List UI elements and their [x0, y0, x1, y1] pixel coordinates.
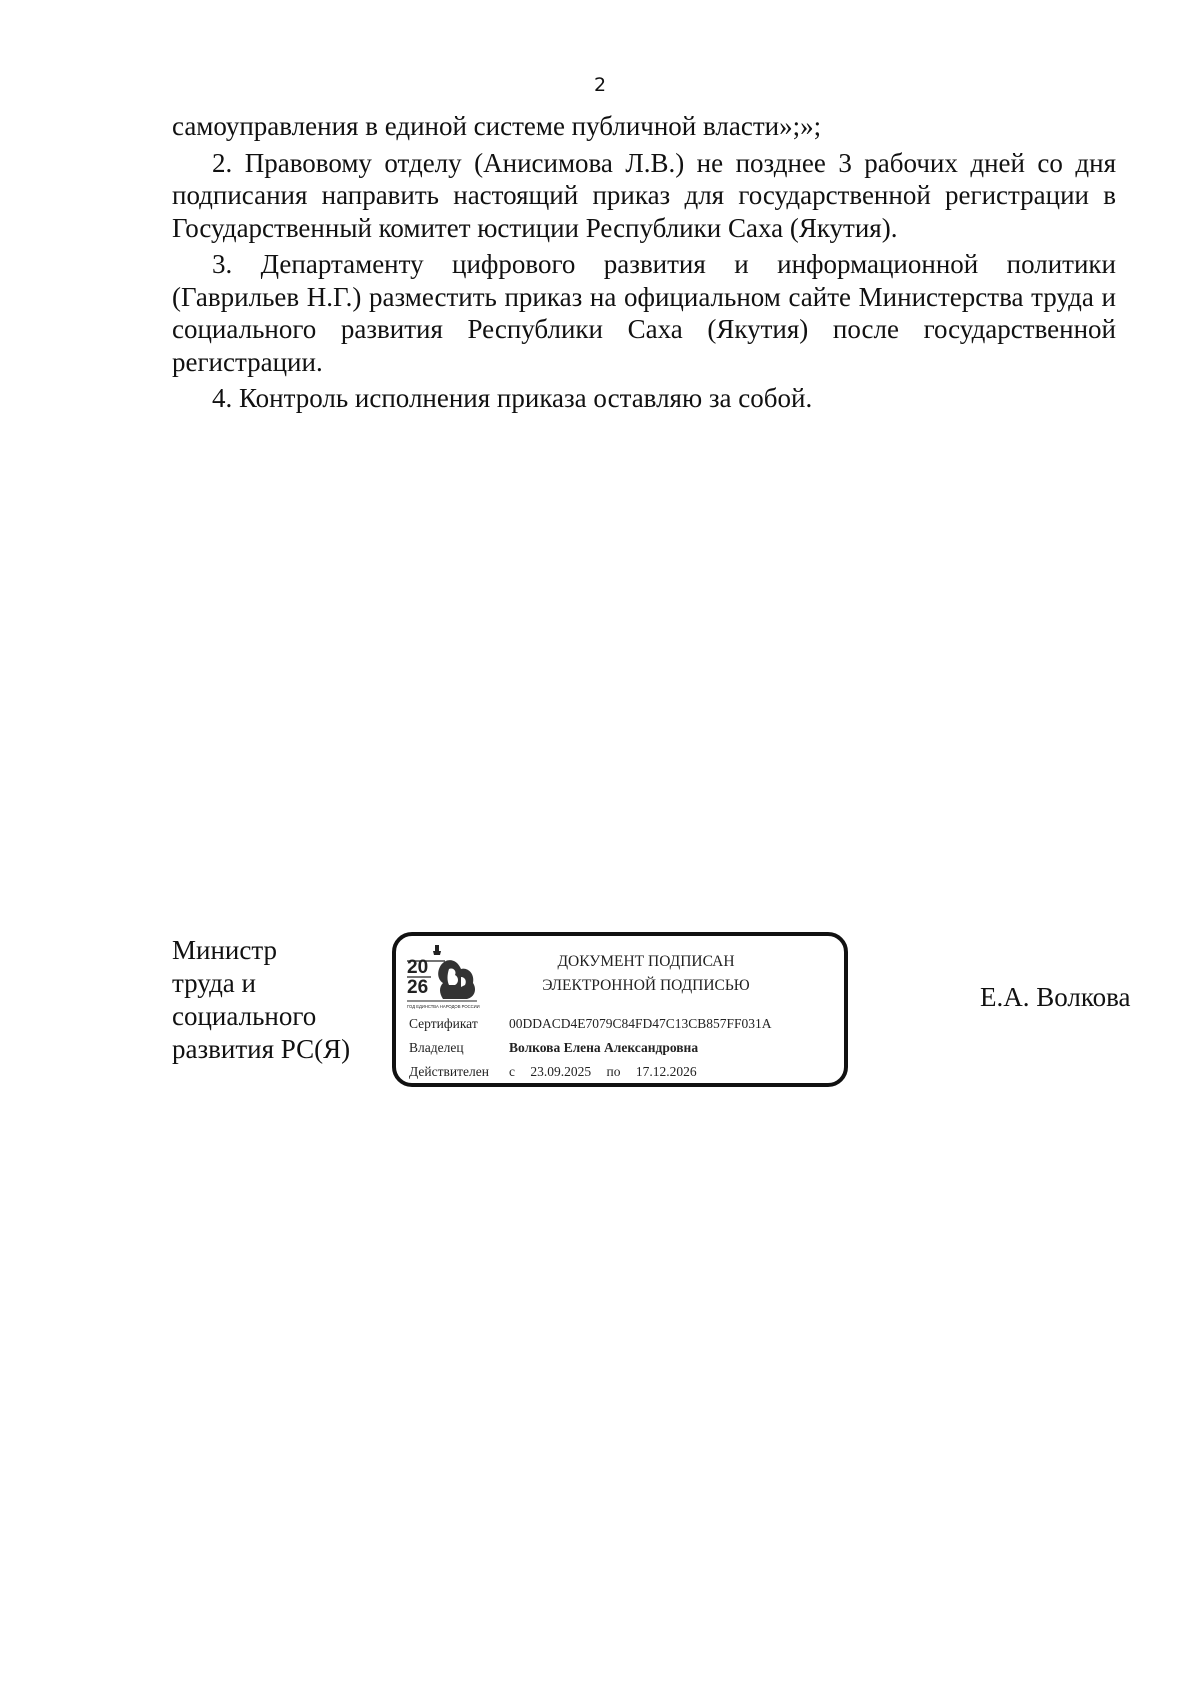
page-number: 2	[593, 74, 607, 96]
paragraph-continuation: самоуправления в единой системе публичной власти»;»;	[172, 111, 822, 141]
stamp-header-line: ДОКУМЕНТ ПОДПИСАН	[557, 953, 735, 970]
document-body	[172, 110, 1116, 419]
owner-value: Волкова Елена Александровна	[509, 1040, 699, 1055]
svg-text:ГОД ЕДИНСТВА НАРОДОВ РОССИИ: ГОД ЕДИНСТВА НАРОДОВ РОССИИ	[407, 1004, 480, 1009]
year-of-unity-logo-icon	[405, 943, 483, 1015]
stamp-owner-row	[409, 1040, 698, 1056]
certificate-label: Сертификат	[409, 1016, 478, 1031]
stamp-validity-row	[409, 1064, 697, 1080]
paragraph-control: 4. Контроль исполнения приказа оставляю за собой.	[212, 383, 813, 413]
validity-label: Действителен	[409, 1064, 489, 1079]
valid-from-date: 23.09.2025	[530, 1064, 592, 1079]
signer-title-line: труда и	[172, 968, 256, 998]
paragraph-legal-department: 2. Правовому отделу (Анисимова Л.В.) не позднее 3 рабочих дней со дня подписания направить настоящий приказ для государственной регистрации в Государственный комитет юстиции Республики Саха (Якутия).	[172, 147, 1116, 243]
stamp-header	[496, 950, 796, 998]
svg-text:20: 20	[407, 957, 429, 978]
valid-from-prefix: с	[509, 1064, 515, 1079]
signer-title-line: развития РС(Я)	[172, 1034, 351, 1064]
stamp-certificate-row	[409, 1016, 772, 1032]
signer-name: Е.А. Волкова	[980, 982, 1131, 1012]
certificate-value: 00DDACD4E7079C84FD47C13CB857FF031A	[509, 1016, 772, 1031]
stamp-header-line: ЭЛЕКТРОННОЙ ПОДПИСЬЮ	[542, 977, 750, 994]
signer-title-line: социального	[172, 1001, 317, 1031]
valid-to-prefix: по	[606, 1064, 621, 1079]
signer-title-line: Министр	[172, 935, 277, 965]
paragraph-digital-department: 3. Департаменту цифрового развития и информационной политики (Гаврильев Н.Г.) разместить приказ на официальном сайте Министерства труда и социального развития Республики Саха (Якутия) после государственной регистрации.	[172, 249, 1116, 377]
valid-to-date: 17.12.2026	[635, 1064, 697, 1079]
svg-text:26: 26	[407, 977, 429, 998]
electronic-signature-stamp	[392, 932, 848, 1087]
signer-title	[172, 934, 372, 1066]
owner-label: Владелец	[409, 1040, 464, 1055]
